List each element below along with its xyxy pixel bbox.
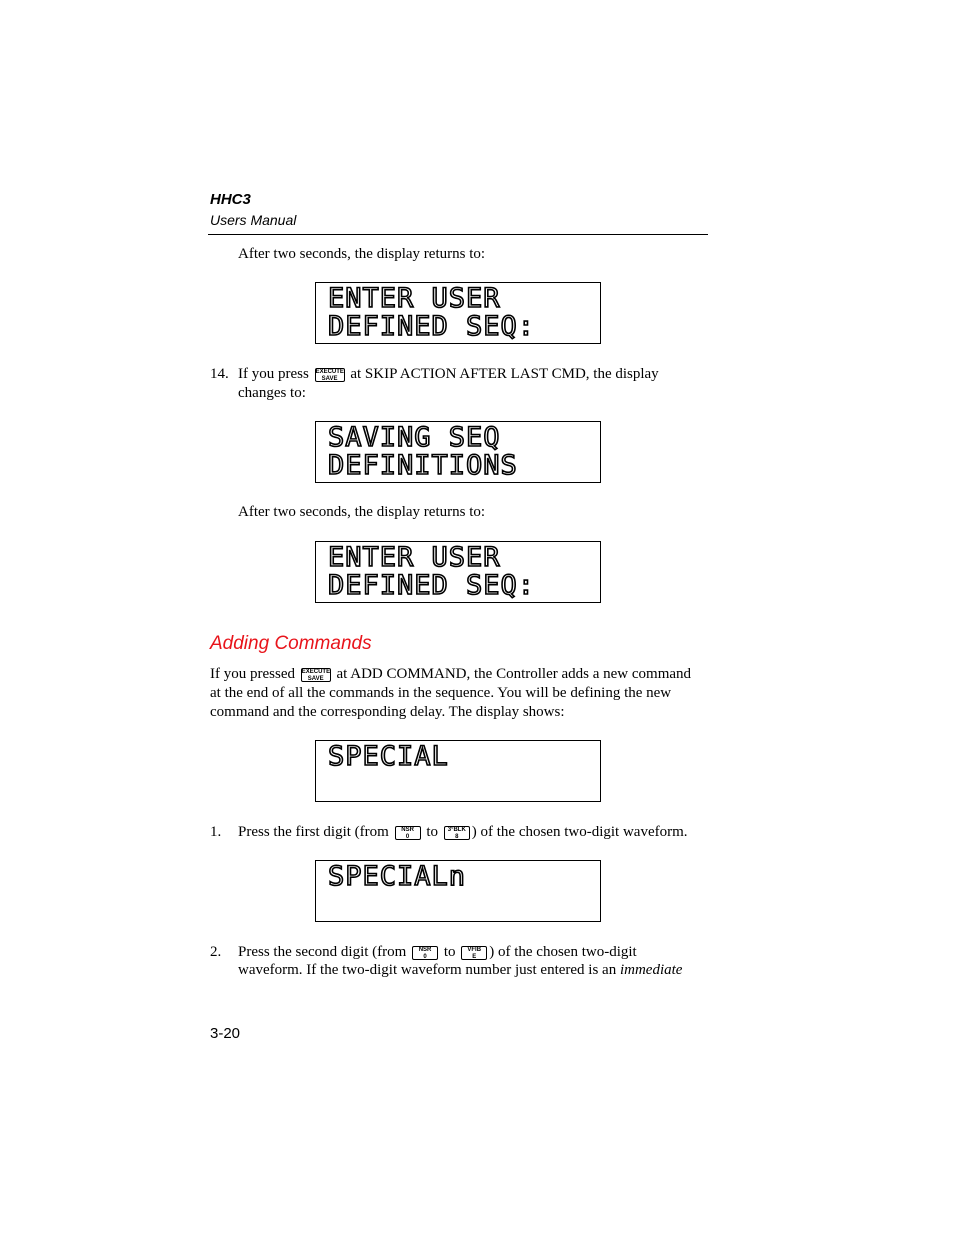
step-1-text-c: ) of the chosen two-digit waveform. [471, 824, 688, 840]
execute-save-key-icon: EXECUTE SAVE [315, 369, 344, 382]
step-1-text-a: Press the first digit (from [238, 824, 389, 840]
step-1-text-b: to [426, 824, 438, 840]
step-2-line2 [238, 961, 682, 980]
lcd-display-1 [315, 282, 601, 344]
paragraph-after-two-seconds-1: After two seconds, the display returns to: [238, 246, 486, 262]
step-1-line [238, 823, 688, 842]
lcd-display-1-line1: ENTER USER [328, 283, 501, 314]
lcd-display-4 [315, 740, 601, 802]
step-2-line1 [238, 943, 637, 962]
vfib-e-key-icon: VFIB E [461, 946, 487, 960]
adding-text-a: If you pressed [210, 666, 295, 682]
lcd-display-2-line1: SAVING SEQ [328, 422, 501, 453]
step-2-number: 2. [210, 944, 222, 960]
nsr-0-key-icon: NSR 0 [412, 946, 438, 960]
step-1-number: 1. [210, 824, 222, 840]
lcd-display-5-line1: SPECIALn [328, 861, 467, 892]
execute-save-key-icon: EXECUTE SAVE [301, 669, 331, 682]
adding-commands-line2: at the end of all the commands in the sequence. You will be defining the new [210, 685, 672, 701]
section-heading: Adding Commands [210, 633, 372, 654]
header-divider [208, 234, 708, 235]
paragraph-after-two-seconds-2: After two seconds, the display returns to: [238, 504, 486, 520]
lcd-display-3-line2: DEFINED SEQ: [328, 570, 536, 601]
adding-commands-line3: command and the corresponding delay. The display shows: [210, 704, 565, 720]
lcd-display-3 [315, 541, 601, 603]
step-2-text-a: Press the second digit (from [238, 944, 407, 960]
blk-8-key-icon: 3°BLK 8 [444, 826, 470, 840]
lcd-display-5 [315, 860, 601, 922]
step-2-text-c: ) of the chosen two-digit [489, 944, 637, 960]
adding-text-b: at ADD COMMAND, the Controller adds a new command [336, 666, 692, 682]
step-14-line1 [238, 365, 659, 384]
adding-commands-line1 [210, 665, 691, 684]
step-14-number: 14. [210, 366, 229, 382]
step-14-text-b: at SKIP ACTION AFTER LAST CMD, the display [350, 366, 659, 382]
step-2-text-d: waveform. If the two-digit waveform number just entered is an [238, 962, 617, 978]
step-2-text-e: immediate [619, 962, 683, 978]
lcd-display-2-line2: DEFINITIONS [328, 450, 518, 481]
lcd-display-1-line2: DEFINED SEQ: [328, 311, 536, 342]
step-14-line2: changes to: [238, 385, 306, 401]
step-2-text-b: to [443, 944, 456, 960]
step-14-text-a: If you press [238, 366, 309, 382]
lcd-display-4-line1: SPECIAL [328, 741, 449, 772]
page-number: 3-20 [210, 1025, 241, 1042]
manual-title: HHC3 [210, 191, 251, 208]
manual-subtitle: Users Manual [210, 212, 297, 228]
lcd-display-2 [315, 421, 601, 483]
lcd-display-3-line1: ENTER USER [328, 542, 501, 573]
nsr-0-key-icon: NSR 0 [395, 826, 421, 840]
